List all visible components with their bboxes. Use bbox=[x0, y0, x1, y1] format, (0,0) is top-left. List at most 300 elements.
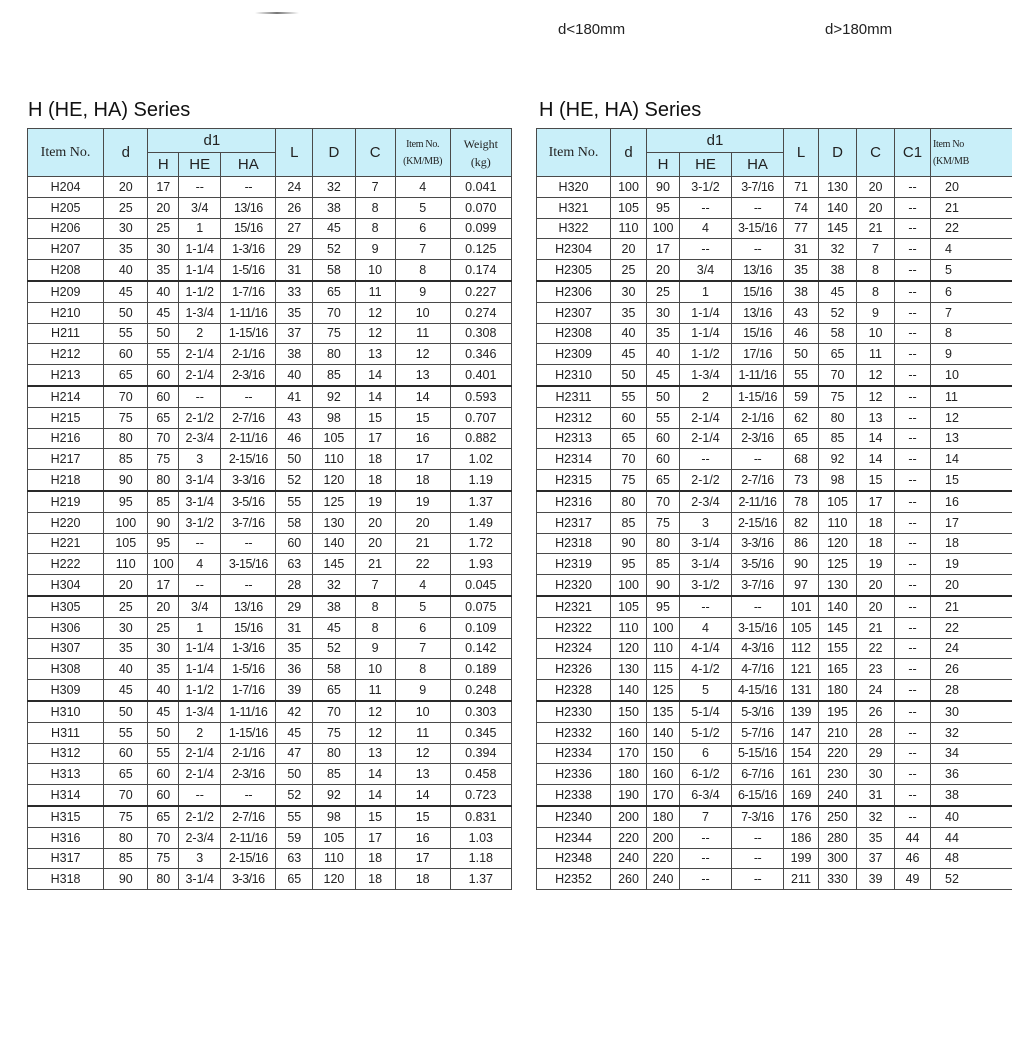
table-row bbox=[28, 344, 512, 365]
cell-c1: -- bbox=[895, 764, 931, 785]
header-item-no-km-mb-line1: Item No bbox=[933, 138, 964, 150]
cell-item-no: H2344 bbox=[537, 827, 611, 848]
cell-item-no: H2334 bbox=[537, 743, 611, 764]
cell-ha: 2-11/16 bbox=[221, 827, 276, 848]
cell-item-no-km-mb: 12 bbox=[395, 344, 450, 365]
cell-he: 1-1/4 bbox=[680, 323, 732, 344]
cell-l: 31 bbox=[784, 239, 819, 260]
cell-h: 65 bbox=[647, 470, 680, 491]
cell-d: 20 bbox=[104, 575, 148, 596]
cell-h: 55 bbox=[647, 407, 680, 428]
cell-c: 14 bbox=[355, 764, 395, 785]
cell-item-no-km-mb: 21 bbox=[395, 533, 450, 554]
cell-outer-d: 155 bbox=[819, 638, 857, 659]
cell-he: -- bbox=[680, 848, 732, 869]
cell-ha: 13/16 bbox=[732, 260, 784, 281]
cell-he: 2-3/4 bbox=[179, 428, 221, 449]
cell-ha: -- bbox=[732, 827, 784, 848]
cell-item-no-km-mb: 19 bbox=[931, 554, 1012, 575]
cell-he: -- bbox=[179, 386, 221, 407]
cell-item-no: H207 bbox=[28, 239, 104, 260]
cell-c: 11 bbox=[355, 680, 395, 701]
cell-he: 2-3/4 bbox=[680, 491, 732, 512]
cell-ha: 13/16 bbox=[732, 302, 784, 323]
cell-c: 22 bbox=[857, 638, 895, 659]
cell-ha: 1-11/16 bbox=[221, 302, 276, 323]
left-table-body bbox=[28, 177, 512, 890]
cell-he: 3/4 bbox=[179, 596, 221, 617]
cell-l: 74 bbox=[784, 197, 819, 218]
cell-h: 60 bbox=[148, 764, 179, 785]
cell-item-no-km-mb: 11 bbox=[395, 722, 450, 743]
table-row bbox=[28, 407, 512, 428]
cell-he: -- bbox=[680, 596, 732, 617]
cell-h: 35 bbox=[148, 260, 179, 281]
cell-c1: -- bbox=[895, 470, 931, 491]
cell-outer-d: 130 bbox=[819, 177, 857, 198]
cell-d: 90 bbox=[611, 533, 647, 554]
cell-d: 70 bbox=[104, 386, 148, 407]
cell-c1: -- bbox=[895, 533, 931, 554]
cell-item-no-km-mb: 9 bbox=[395, 281, 450, 302]
cell-c1: -- bbox=[895, 806, 931, 827]
cell-h: 90 bbox=[647, 575, 680, 596]
cell-weight: 1.02 bbox=[450, 449, 511, 470]
cell-d: 150 bbox=[611, 701, 647, 722]
cell-outer-d: 98 bbox=[313, 806, 355, 827]
cell-ha: 6-15/16 bbox=[732, 785, 784, 806]
cell-l: 186 bbox=[784, 827, 819, 848]
cell-l: 35 bbox=[784, 260, 819, 281]
cell-c: 7 bbox=[857, 239, 895, 260]
cell-h: 65 bbox=[148, 806, 179, 827]
cell-l: 38 bbox=[784, 281, 819, 302]
cell-he: 2-1/4 bbox=[179, 365, 221, 386]
cell-h: 80 bbox=[148, 470, 179, 491]
cell-outer-d: 65 bbox=[313, 680, 355, 701]
cell-ha: 4-3/16 bbox=[732, 638, 784, 659]
cell-outer-d: 120 bbox=[313, 470, 355, 491]
cell-outer-d: 330 bbox=[819, 869, 857, 890]
table-row bbox=[28, 323, 512, 344]
cell-ha: 15/16 bbox=[221, 218, 276, 239]
cell-c: 10 bbox=[355, 659, 395, 680]
cell-ha: -- bbox=[221, 575, 276, 596]
left-spec-table bbox=[27, 128, 512, 890]
cell-c: 10 bbox=[355, 260, 395, 281]
table-row bbox=[28, 533, 512, 554]
cell-c1: -- bbox=[895, 281, 931, 302]
cell-c: 20 bbox=[857, 197, 895, 218]
table-row bbox=[28, 239, 512, 260]
cell-outer-d: 45 bbox=[819, 281, 857, 302]
cell-item-no-km-mb: 16 bbox=[395, 827, 450, 848]
cell-item-no: H310 bbox=[28, 701, 104, 722]
cell-l: 112 bbox=[784, 638, 819, 659]
cell-item-no: H317 bbox=[28, 848, 104, 869]
cell-he: 1-1/4 bbox=[179, 659, 221, 680]
cell-ha: 15/16 bbox=[732, 323, 784, 344]
cell-l: 139 bbox=[784, 701, 819, 722]
cell-item-no: H318 bbox=[28, 869, 104, 890]
cell-ha: 2-11/16 bbox=[732, 491, 784, 512]
cell-c: 15 bbox=[355, 407, 395, 428]
cell-c: 9 bbox=[857, 302, 895, 323]
cell-d: 85 bbox=[104, 449, 148, 470]
cell-item-no-km-mb: 20 bbox=[395, 512, 450, 533]
cell-c: 20 bbox=[857, 596, 895, 617]
cell-d: 100 bbox=[611, 177, 647, 198]
cell-c: 8 bbox=[355, 617, 395, 638]
cell-outer-d: 98 bbox=[313, 407, 355, 428]
cell-he: 5-1/4 bbox=[680, 701, 732, 722]
table-row bbox=[537, 554, 1012, 575]
cell-l: 29 bbox=[276, 596, 313, 617]
cell-he: 3/4 bbox=[179, 197, 221, 218]
cell-he: 2 bbox=[680, 386, 732, 407]
cell-c: 28 bbox=[857, 722, 895, 743]
cell-c1: -- bbox=[895, 722, 931, 743]
cell-he: 6 bbox=[680, 743, 732, 764]
cell-l: 60 bbox=[276, 533, 313, 554]
header-h: H bbox=[647, 153, 680, 177]
cell-he: 2-1/4 bbox=[179, 344, 221, 365]
cell-c: 30 bbox=[857, 764, 895, 785]
cell-ha: 5-7/16 bbox=[732, 722, 784, 743]
cell-c1: -- bbox=[895, 638, 931, 659]
cell-c: 17 bbox=[355, 428, 395, 449]
cell-ha: 1-11/16 bbox=[732, 365, 784, 386]
cell-weight: 0.109 bbox=[450, 617, 511, 638]
cell-h: 240 bbox=[647, 869, 680, 890]
cell-he: -- bbox=[680, 827, 732, 848]
cell-item-no-km-mb: 19 bbox=[395, 491, 450, 512]
cell-c: 18 bbox=[355, 470, 395, 491]
cell-d: 50 bbox=[611, 365, 647, 386]
cell-item-no: H217 bbox=[28, 449, 104, 470]
table-row bbox=[537, 596, 1012, 617]
cell-h: 17 bbox=[647, 239, 680, 260]
cell-d: 60 bbox=[104, 743, 148, 764]
cell-c1: -- bbox=[895, 701, 931, 722]
cell-ha: -- bbox=[221, 177, 276, 198]
cell-h: 60 bbox=[148, 386, 179, 407]
cell-c: 12 bbox=[857, 386, 895, 407]
cell-l: 39 bbox=[276, 680, 313, 701]
cell-d: 190 bbox=[611, 785, 647, 806]
cell-c: 8 bbox=[857, 260, 895, 281]
cell-c: 12 bbox=[355, 722, 395, 743]
cell-l: 90 bbox=[784, 554, 819, 575]
cell-c1: -- bbox=[895, 407, 931, 428]
cell-c: 20 bbox=[857, 177, 895, 198]
cell-item-no-km-mb: 7 bbox=[931, 302, 1012, 323]
cell-h: 50 bbox=[148, 323, 179, 344]
cell-c: 17 bbox=[355, 827, 395, 848]
table-row bbox=[537, 512, 1012, 533]
cell-ha: -- bbox=[732, 239, 784, 260]
cell-l: 43 bbox=[276, 407, 313, 428]
table-row bbox=[28, 260, 512, 281]
table-row bbox=[537, 302, 1012, 323]
cell-c: 14 bbox=[355, 386, 395, 407]
cell-h: 95 bbox=[647, 596, 680, 617]
cell-he: -- bbox=[680, 869, 732, 890]
table-row bbox=[28, 617, 512, 638]
cell-c: 7 bbox=[355, 575, 395, 596]
cell-item-no-km-mb: 16 bbox=[931, 491, 1012, 512]
cell-item-no: H210 bbox=[28, 302, 104, 323]
cell-d: 100 bbox=[611, 575, 647, 596]
cell-item-no-km-mb: 9 bbox=[931, 344, 1012, 365]
cell-l: 28 bbox=[276, 575, 313, 596]
cell-c: 21 bbox=[857, 218, 895, 239]
cell-item-no-km-mb: 52 bbox=[931, 869, 1012, 890]
cell-d: 160 bbox=[611, 722, 647, 743]
cell-c: 13 bbox=[857, 407, 895, 428]
cell-item-no-km-mb: 7 bbox=[395, 638, 450, 659]
cell-c: 20 bbox=[355, 512, 395, 533]
cell-d: 80 bbox=[611, 491, 647, 512]
cell-item-no-km-mb: 4 bbox=[395, 575, 450, 596]
cell-h: 60 bbox=[148, 365, 179, 386]
cell-h: 50 bbox=[148, 722, 179, 743]
cell-outer-d: 45 bbox=[313, 218, 355, 239]
cell-ha: -- bbox=[732, 197, 784, 218]
cell-ha: 2-3/16 bbox=[221, 764, 276, 785]
cell-c1: -- bbox=[895, 239, 931, 260]
header-d: d bbox=[104, 129, 148, 177]
cell-h: 17 bbox=[148, 575, 179, 596]
cell-d: 105 bbox=[611, 596, 647, 617]
cell-c1: -- bbox=[895, 449, 931, 470]
cell-ha: 2-7/16 bbox=[221, 806, 276, 827]
table-row bbox=[537, 407, 1012, 428]
cell-outer-d: 250 bbox=[819, 806, 857, 827]
cell-weight: 0.075 bbox=[450, 596, 511, 617]
cell-outer-d: 220 bbox=[819, 743, 857, 764]
cell-outer-d: 80 bbox=[313, 344, 355, 365]
cell-outer-d: 140 bbox=[819, 197, 857, 218]
cell-d: 40 bbox=[104, 260, 148, 281]
cell-he: 2-1/4 bbox=[179, 743, 221, 764]
cell-h: 100 bbox=[647, 218, 680, 239]
cell-item-no-km-mb: 5 bbox=[395, 197, 450, 218]
cell-c: 20 bbox=[857, 575, 895, 596]
cell-weight: 0.882 bbox=[450, 428, 511, 449]
table-row bbox=[537, 533, 1012, 554]
cell-item-no: H208 bbox=[28, 260, 104, 281]
cell-d: 130 bbox=[611, 659, 647, 680]
cell-h: 17 bbox=[148, 177, 179, 198]
cell-item-no-km-mb: 48 bbox=[931, 848, 1012, 869]
cell-ha: 13/16 bbox=[221, 197, 276, 218]
cell-ha: 2-7/16 bbox=[221, 407, 276, 428]
cell-weight: 0.345 bbox=[450, 722, 511, 743]
cell-item-no: H221 bbox=[28, 533, 104, 554]
cell-he: 4-1/2 bbox=[680, 659, 732, 680]
cell-outer-d: 70 bbox=[313, 701, 355, 722]
cell-l: 52 bbox=[276, 785, 313, 806]
cell-item-no-km-mb: 14 bbox=[931, 449, 1012, 470]
cell-c1: -- bbox=[895, 302, 931, 323]
cell-outer-d: 92 bbox=[313, 386, 355, 407]
cell-d: 110 bbox=[611, 218, 647, 239]
cell-c: 21 bbox=[857, 617, 895, 638]
cell-c: 15 bbox=[355, 806, 395, 827]
cell-d: 105 bbox=[104, 533, 148, 554]
cell-item-no: H2311 bbox=[537, 386, 611, 407]
cell-h: 65 bbox=[148, 407, 179, 428]
cell-l: 41 bbox=[276, 386, 313, 407]
cell-l: 78 bbox=[784, 491, 819, 512]
right-series-title: H (HE, HA) Series bbox=[539, 99, 702, 121]
cell-item-no-km-mb: 12 bbox=[395, 743, 450, 764]
cell-item-no: H2324 bbox=[537, 638, 611, 659]
cell-item-no: H2315 bbox=[537, 470, 611, 491]
cell-h: 70 bbox=[148, 428, 179, 449]
cell-he: -- bbox=[680, 197, 732, 218]
cell-item-no: H214 bbox=[28, 386, 104, 407]
cell-c1: -- bbox=[895, 743, 931, 764]
cell-outer-d: 210 bbox=[819, 722, 857, 743]
cell-l: 73 bbox=[784, 470, 819, 491]
cell-ha: 1-3/16 bbox=[221, 638, 276, 659]
cell-d: 65 bbox=[104, 365, 148, 386]
table-row bbox=[28, 680, 512, 701]
cell-item-no: H312 bbox=[28, 743, 104, 764]
cell-ha: -- bbox=[732, 449, 784, 470]
table-row bbox=[28, 365, 512, 386]
cell-item-no-km-mb: 24 bbox=[931, 638, 1012, 659]
cell-h: 45 bbox=[148, 302, 179, 323]
cell-item-no: H320 bbox=[537, 177, 611, 198]
cell-ha: 3-5/16 bbox=[732, 554, 784, 575]
cell-h: 45 bbox=[148, 701, 179, 722]
table-row bbox=[28, 638, 512, 659]
cell-he: 4 bbox=[179, 554, 221, 575]
cell-outer-d: 280 bbox=[819, 827, 857, 848]
cell-item-no-km-mb: 20 bbox=[931, 575, 1012, 596]
cell-d: 105 bbox=[611, 197, 647, 218]
table-row bbox=[28, 827, 512, 848]
cell-weight: 0.394 bbox=[450, 743, 511, 764]
cell-c: 7 bbox=[355, 177, 395, 198]
cell-item-no-km-mb: 11 bbox=[931, 386, 1012, 407]
cell-outer-d: 110 bbox=[819, 512, 857, 533]
header-d1: d1 bbox=[148, 129, 276, 153]
cell-c: 32 bbox=[857, 806, 895, 827]
table-row bbox=[28, 302, 512, 323]
cell-l: 86 bbox=[784, 533, 819, 554]
cell-item-no: H2314 bbox=[537, 449, 611, 470]
cell-c: 18 bbox=[857, 533, 895, 554]
cell-ha: 3-15/16 bbox=[732, 617, 784, 638]
header-l: L bbox=[784, 129, 819, 177]
cell-c: 23 bbox=[857, 659, 895, 680]
cell-d: 55 bbox=[104, 722, 148, 743]
cell-he: 3 bbox=[179, 848, 221, 869]
cell-he: 5-1/2 bbox=[680, 722, 732, 743]
cell-he: 3-1/4 bbox=[680, 533, 732, 554]
cell-outer-d: 38 bbox=[819, 260, 857, 281]
table-row bbox=[537, 428, 1012, 449]
cell-outer-d: 130 bbox=[313, 512, 355, 533]
cell-outer-d: 58 bbox=[313, 659, 355, 680]
cell-c1: -- bbox=[895, 365, 931, 386]
cell-item-no: H205 bbox=[28, 197, 104, 218]
table-row bbox=[28, 512, 512, 533]
cell-item-no-km-mb: 11 bbox=[395, 323, 450, 344]
cell-d: 75 bbox=[104, 407, 148, 428]
cell-weight: 1.37 bbox=[450, 491, 511, 512]
cell-l: 46 bbox=[276, 428, 313, 449]
cell-d: 30 bbox=[104, 617, 148, 638]
cell-ha: 2-1/16 bbox=[732, 407, 784, 428]
cell-c1: -- bbox=[895, 575, 931, 596]
cell-item-no-km-mb: 28 bbox=[931, 680, 1012, 701]
cell-weight: 1.49 bbox=[450, 512, 511, 533]
table-row bbox=[537, 281, 1012, 302]
cell-d: 90 bbox=[104, 470, 148, 491]
cell-weight: 0.125 bbox=[450, 239, 511, 260]
cell-he: 1-3/4 bbox=[680, 365, 732, 386]
cell-item-no: H2310 bbox=[537, 365, 611, 386]
cell-ha: 3-15/16 bbox=[732, 218, 784, 239]
cell-item-no: H314 bbox=[28, 785, 104, 806]
table-row bbox=[537, 680, 1012, 701]
cell-c: 14 bbox=[355, 785, 395, 806]
cell-d: 110 bbox=[104, 554, 148, 575]
cell-c: 18 bbox=[355, 869, 395, 890]
table-row bbox=[537, 659, 1012, 680]
cell-item-no-km-mb: 10 bbox=[931, 365, 1012, 386]
cell-d: 65 bbox=[611, 428, 647, 449]
cell-l: 50 bbox=[276, 764, 313, 785]
cell-l: 47 bbox=[276, 743, 313, 764]
cell-ha: 1-11/16 bbox=[221, 701, 276, 722]
cell-he: 6-3/4 bbox=[680, 785, 732, 806]
cell-d: 75 bbox=[611, 470, 647, 491]
cell-c: 24 bbox=[857, 680, 895, 701]
cell-d: 90 bbox=[104, 869, 148, 890]
cell-he: -- bbox=[179, 533, 221, 554]
cell-c1: -- bbox=[895, 386, 931, 407]
cell-ha: 4-7/16 bbox=[732, 659, 784, 680]
header-weight-line2: (kg) bbox=[470, 154, 491, 169]
table-row bbox=[537, 239, 1012, 260]
cell-ha: 2-1/16 bbox=[221, 743, 276, 764]
cell-ha: 2-3/16 bbox=[221, 365, 276, 386]
cell-he: 1-3/4 bbox=[179, 701, 221, 722]
cell-l: 43 bbox=[784, 302, 819, 323]
cell-outer-d: 58 bbox=[313, 260, 355, 281]
cell-outer-d: 70 bbox=[819, 365, 857, 386]
cell-l: 36 bbox=[276, 659, 313, 680]
cell-item-no: H2316 bbox=[537, 491, 611, 512]
cell-ha: 1-5/16 bbox=[221, 260, 276, 281]
table-row bbox=[537, 365, 1012, 386]
left-table-container bbox=[27, 128, 513, 890]
cell-he: 1-1/4 bbox=[179, 260, 221, 281]
header-d1: d1 bbox=[647, 129, 784, 153]
cell-item-no-km-mb: 10 bbox=[395, 701, 450, 722]
cell-weight: 0.707 bbox=[450, 407, 511, 428]
cell-c: 12 bbox=[355, 323, 395, 344]
cell-ha: 4-15/16 bbox=[732, 680, 784, 701]
cell-c: 15 bbox=[857, 470, 895, 491]
cell-c: 8 bbox=[355, 197, 395, 218]
